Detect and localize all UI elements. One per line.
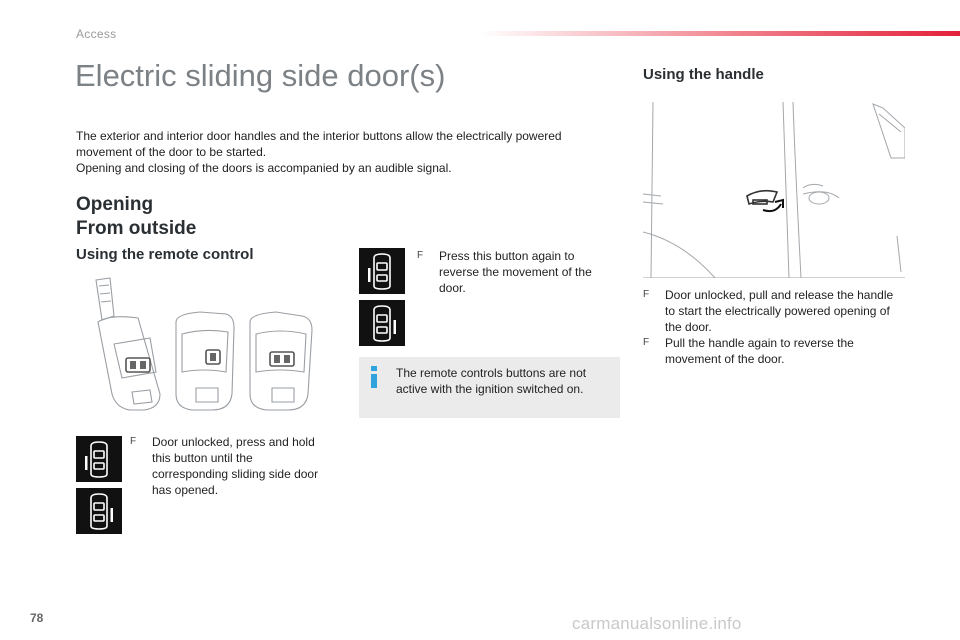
instruction-pull-handle — [643, 287, 905, 335]
left-sliding-door-button-icon — [359, 248, 405, 294]
page-number: 78 — [30, 611, 44, 625]
info-note — [359, 357, 620, 418]
intro-text — [76, 128, 596, 176]
bullet-marker: F — [417, 250, 424, 261]
instruction-pull-handle-text: Door unlocked, pull and release the handle to start the electrically powered opening of the door. — [665, 288, 894, 334]
left-sliding-door-button-icon — [76, 436, 122, 482]
bullet-marker: F — [643, 289, 650, 300]
intro-line-2: Opening and closing of the doors is accompanied by an audible signal. — [76, 161, 452, 175]
instruction-pull-again — [643, 335, 905, 367]
using-handle-heading: Using the handle — [643, 66, 764, 83]
intro-line-1: The exterior and interior door handles and the interior buttons allow the electrically powered movement of the door to be started. — [76, 129, 562, 159]
section-label: Access — [76, 27, 117, 41]
remote-control-heading: Using the remote control — [76, 246, 254, 263]
watermark: carmanualsonline.info — [572, 614, 742, 633]
remote-keys-illustration — [80, 276, 338, 422]
right-sliding-door-button-icon — [76, 488, 122, 534]
info-icon — [367, 365, 381, 389]
instruction-pull-again-text: Pull the handle again to reverse the movement of the door. — [665, 336, 854, 366]
door-handle-illustration — [643, 102, 905, 278]
page-title: Electric sliding side door(s) — [75, 58, 446, 93]
opening-heading: Opening — [76, 194, 154, 215]
bullet-marker: F — [130, 436, 137, 447]
from-outside-heading: From outside — [76, 218, 197, 239]
instruction-press-hold-text: Door unlocked, press and hold this button until the corresponding sliding side door has opened. — [152, 435, 319, 497]
instruction-press-again — [417, 248, 605, 296]
right-sliding-door-button-icon — [359, 300, 405, 346]
instruction-press-again-text: Press this button again to reverse the movement of the door. — [439, 249, 592, 295]
info-note-text: The remote controls buttons are not active with the ignition switched on. — [396, 366, 587, 396]
instruction-press-hold — [130, 434, 326, 498]
bullet-marker: F — [643, 337, 650, 348]
header-rule — [480, 31, 960, 36]
